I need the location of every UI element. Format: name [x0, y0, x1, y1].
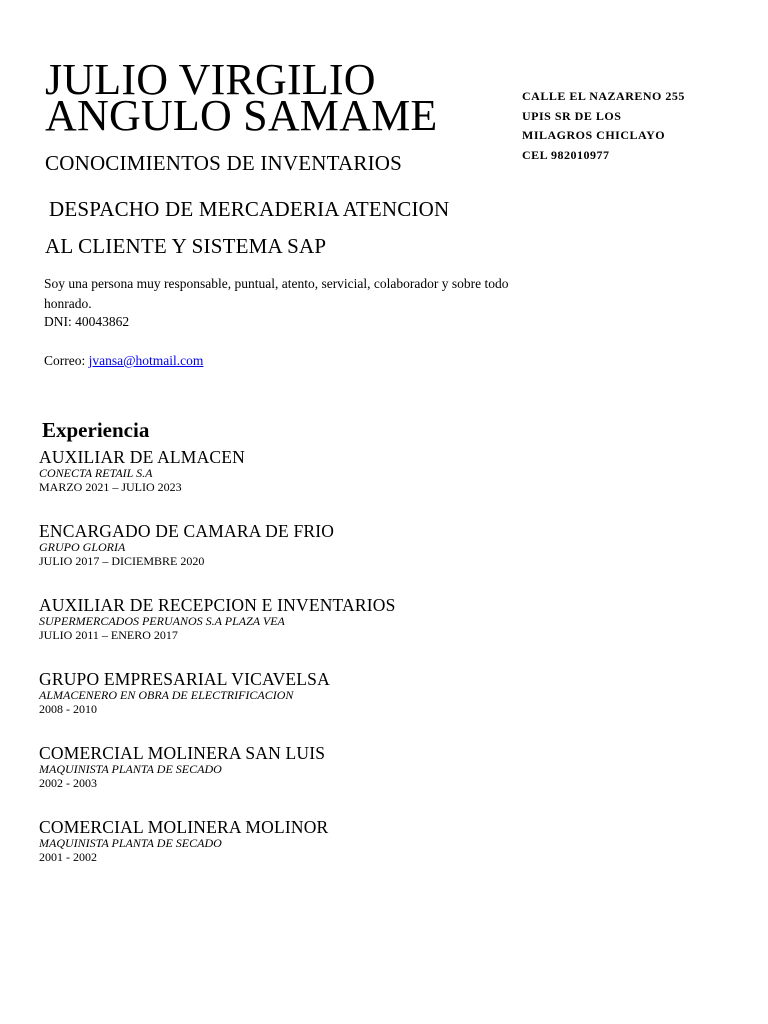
- job-title: AUXILIAR DE RECEPCION E INVENTARIOS: [39, 595, 396, 615]
- job-dates: 2001 - 2002: [39, 850, 97, 864]
- address-line-2: UPIS SR DE LOS: [522, 108, 622, 123]
- contact-block: [522, 87, 752, 165]
- headline-line-1: CONOCIMIENTOS DE INVENTARIOS: [45, 151, 403, 175]
- email-link[interactable]: jvansa@hotmail.com: [88, 353, 204, 368]
- email-label: Correo:: [44, 353, 89, 368]
- company-name: MAQUINISTA PLANTA DE SECADO: [39, 836, 222, 850]
- headline-line-2: DESPACHO DE MERCADERIA ATENCION: [49, 197, 450, 221]
- experience-heading: Experiencia: [42, 418, 150, 442]
- job-dates: JULIO 2017 – DICIEMBRE 2020: [39, 554, 205, 568]
- job-title: GRUPO EMPRESARIAL VICAVELSA: [39, 669, 330, 689]
- experience-item: [39, 448, 539, 494]
- profile-summary: Soy una persona muy responsable, puntual, atento, servicial, colaborador y sobre todo honrado.: [44, 276, 509, 311]
- phone-number: CEL 982010977: [522, 147, 610, 162]
- job-title: COMERCIAL MOLINERA SAN LUIS: [39, 743, 326, 763]
- job-dates: MARZO 2021 – JULIO 2023: [39, 480, 182, 494]
- experience-item: [39, 744, 539, 790]
- dni-number: DNI: 40043862: [44, 314, 130, 329]
- email-line: [44, 353, 203, 369]
- job-dates: JULIO 2011 – ENERO 2017: [39, 628, 178, 642]
- candidate-name-line-2: ANGULO SAMAME: [45, 91, 438, 140]
- company-name: MAQUINISTA PLANTA DE SECADO: [39, 762, 222, 776]
- company-name: CONECTA RETAIL S.A: [39, 466, 153, 480]
- address-line-3: MILAGROS CHICLAYO: [522, 128, 666, 142]
- company-name: SUPERMERCADOS PERUANOS S.A PLAZA VEA: [39, 614, 285, 628]
- experience-item: [39, 522, 539, 568]
- job-title: ENCARGADO DE CAMARA DE FRIO: [39, 521, 335, 541]
- candidate-name: [45, 55, 505, 140]
- experience-item: [39, 818, 539, 864]
- address-line-1: CALLE EL NAZARENO 255: [522, 89, 685, 103]
- experience-item: [39, 670, 539, 716]
- job-dates: 2008 - 2010: [39, 702, 97, 716]
- job-title: COMERCIAL MOLINERA MOLINOR: [39, 817, 329, 837]
- candidate-name-line-1: JULIO VIRGILIO: [45, 55, 376, 104]
- headline-line-3: AL CLIENTE Y SISTEMA SAP: [45, 234, 327, 258]
- company-name: GRUPO GLORIA: [39, 540, 126, 554]
- company-name: ALMACENERO EN OBRA DE ELECTRIFICACION: [39, 688, 294, 702]
- job-title: AUXILIAR DE ALMACEN: [39, 447, 246, 467]
- job-dates: 2002 - 2003: [39, 776, 97, 790]
- experience-item: [39, 596, 539, 642]
